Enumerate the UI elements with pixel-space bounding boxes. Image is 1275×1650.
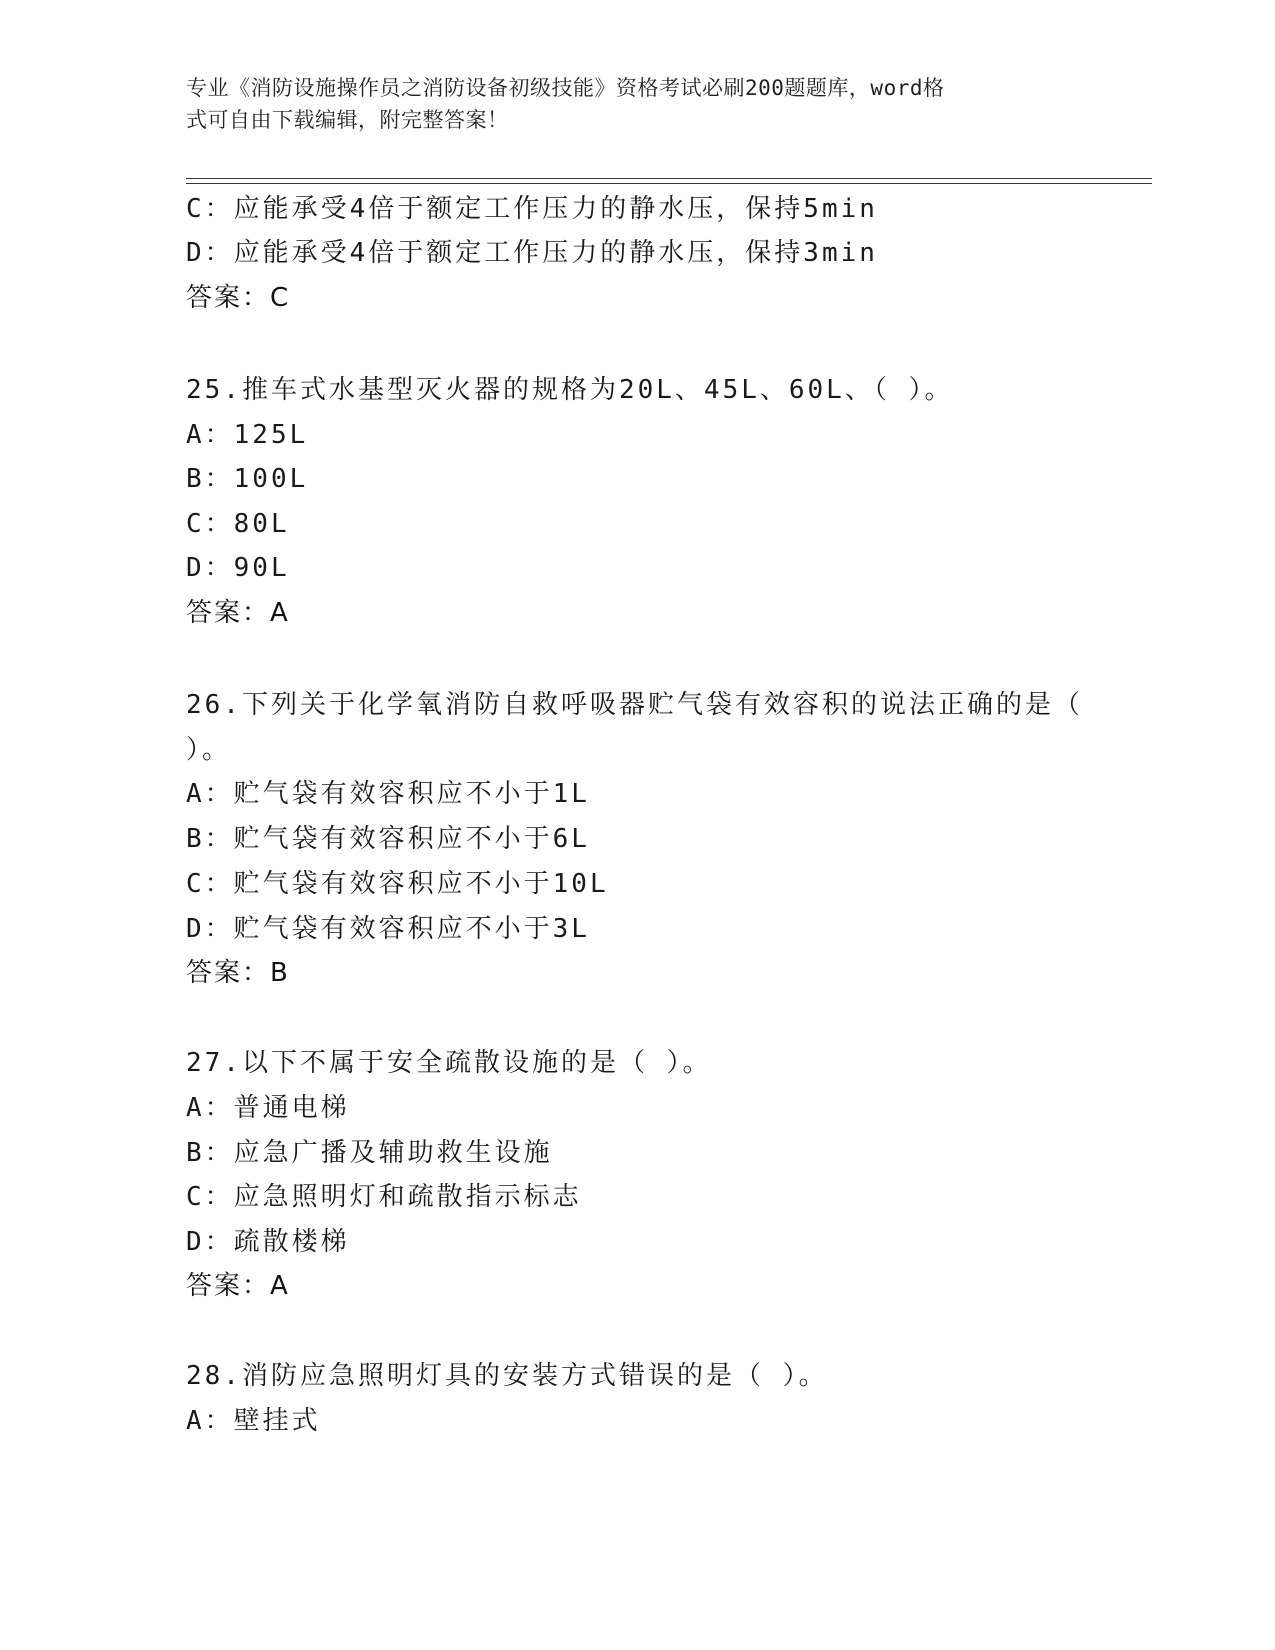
q27-option-b: B：应急广播及辅助救生设施: [186, 1138, 553, 1168]
q27-option-d: D：疏散楼梯: [186, 1227, 350, 1257]
q25-option-a: A：125L: [186, 420, 309, 450]
q27-stem: 27.以下不属于安全疏散设施的是（ ）。: [186, 1048, 712, 1078]
document-header: [186, 72, 1076, 136]
q25-option-d: D：90L: [186, 553, 290, 583]
q26-option-a: A：贮气袋有效容积应不小于1L: [186, 779, 590, 809]
q25-option-c: C：80L: [186, 509, 290, 539]
q24-option-d: D：应能承受4倍于额定工作压力的静水压，保持3min: [186, 238, 878, 268]
q26-stem-line-2: ）。: [186, 735, 232, 765]
header-line-2: 式可自由下载编辑，附完整答案！: [186, 108, 509, 132]
q26-stem-line-1: 26.下列关于化学氧消防自救呼吸器贮气袋有效容积的说法正确的是（: [186, 690, 1083, 720]
header-divider-top: [186, 178, 1152, 179]
q26-option-c: C：贮气袋有效容积应不小于10L: [186, 869, 609, 899]
q28-stem: 28.消防应急照明灯具的安装方式错误的是（ ）。: [186, 1361, 828, 1391]
q26-option-d: D：贮气袋有效容积应不小于3L: [186, 914, 590, 944]
q26-answer: 答案：B: [186, 958, 290, 988]
q24-option-c: C：应能承受4倍于额定工作压力的静水压，保持5min: [186, 194, 878, 224]
q25-option-b: B：100L: [186, 464, 309, 494]
header-divider-bottom: [186, 183, 1152, 184]
q27-answer: 答案：A: [186, 1271, 290, 1301]
q27-option-a: A：普通电梯: [186, 1093, 350, 1123]
q25-stem: 25.推车式水基型灭火器的规格为20L、45L、60L、（ ）。: [186, 375, 954, 405]
header-line-1: 专业《消防设施操作员之消防设备初级技能》资格考试必刷200题题库，word格: [186, 76, 945, 100]
q28-option-a: A：壁挂式: [186, 1406, 321, 1436]
q24-answer: 答案：C: [186, 283, 291, 313]
q25-answer: 答案：A: [186, 598, 290, 628]
q27-option-c: C：应急照明灯和疏散指示标志: [186, 1182, 582, 1212]
q26-option-b: B：贮气袋有效容积应不小于6L: [186, 824, 590, 854]
